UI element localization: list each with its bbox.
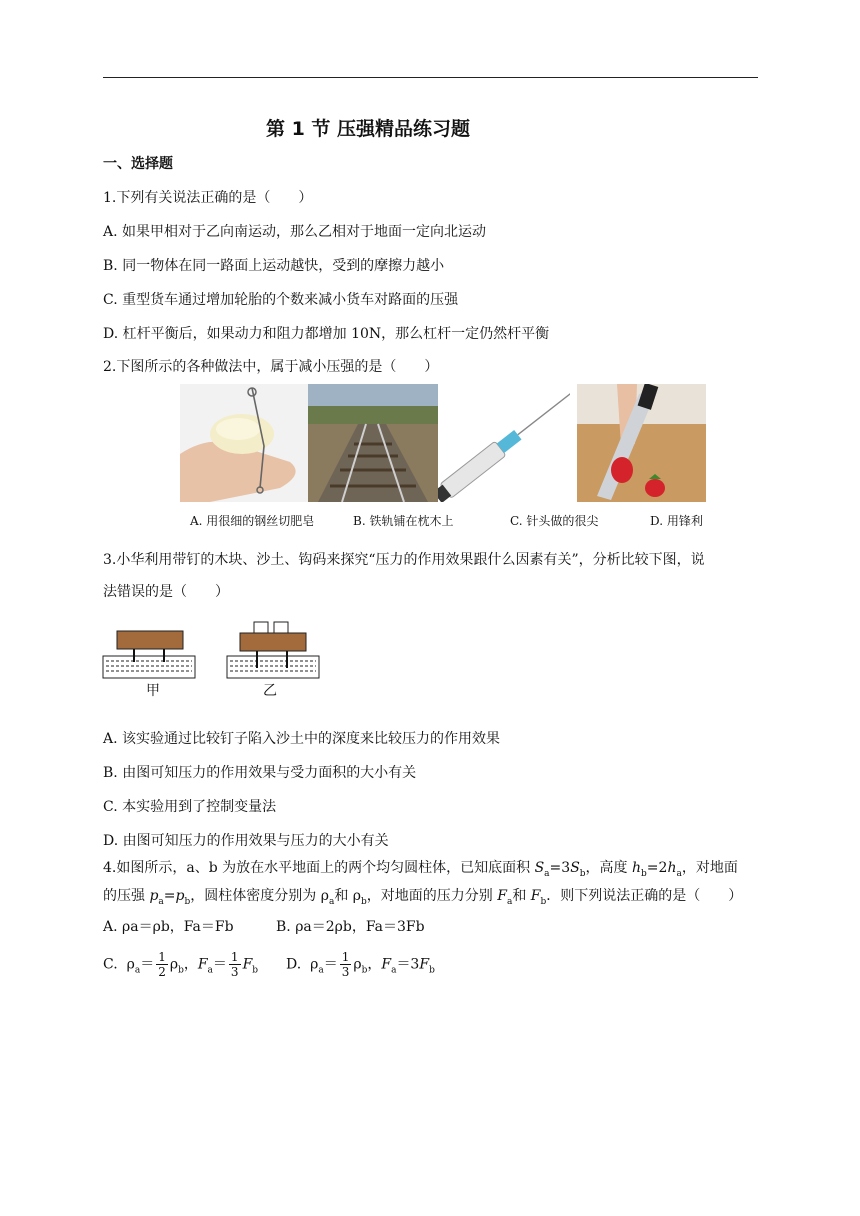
q3-stem-line1: 3.小华利用带钉的木块、沙土、钩码来探究“压力的作用效果跟什么因素有关”，分析比较下图，说: [103, 552, 705, 568]
q3-option-d: D. 由图可知压力的作用效果与压力的大小有关: [103, 833, 389, 849]
q2-caption-a: A. 用很细的钢丝切肥皂: [190, 514, 315, 528]
fraction-third: $\frac{1}{3}$: [230, 950, 239, 979]
section-heading: 一、选择题: [103, 156, 173, 172]
q1-option-b: B. 同一物体在同一路面上运动越快，受到的摩擦力越小: [103, 258, 445, 274]
q4-option-c: C. $\rho_a=$ $\frac{1}{2}$ $\rho_b$，$F_a=$ $\frac{1}{3}$ $F_b$: [103, 950, 259, 979]
q4-option-b: B. ρa＝2ρb，Fa＝3Fb: [276, 919, 425, 935]
soap-wire-photo: [180, 384, 308, 502]
q1-option-d: D. 杠杆平衡后，如果动力和阻力都增加 10N，那么杠杆一定仍然杆平衡: [103, 326, 550, 342]
syringe-photo: [438, 384, 570, 502]
fraction-third: $\frac{1}{3}$: [341, 950, 350, 979]
railway-photo: [308, 384, 438, 502]
q2-stem: 2.下图所示的各种做法中，属于减小压强的是（ ）: [103, 359, 439, 375]
q3-option-c: C. 本实验用到了控制变量法: [103, 799, 277, 815]
q2-caption-c: C. 针头做的很尖: [510, 514, 599, 528]
q4-option-a: A. ρa＝ρb，Fa＝Fb: [103, 919, 234, 935]
q1-option-a: A. 如果甲相对于乙向南运动，那么乙相对于地面一定向北运动: [103, 224, 487, 240]
q4-option-d: D. $\rho_a=$ $\frac{1}{3}$ $\rho_b$，$F_a=3F_b$: [286, 950, 435, 979]
knife-photo: [577, 384, 706, 502]
q4-stem-line2: 的压强 $p_a=p_b$，圆柱体密度分别为 $\rho_a$和 $\rho_b$，对地面的压力分别 $F_a$和 $F_b$．则下列说法正确的是（ ）: [103, 888, 743, 907]
q3-option-b: B. 由图可知压力的作用效果与受力面积的大小有关: [103, 765, 417, 781]
label-yi: 乙: [263, 683, 277, 699]
nail-block-diagram: [100, 620, 330, 700]
q4-stem-line1: 4.如图所示，a、b 为放在水平地面上的两个均匀圆柱体，已知底面积 $S_a=3S_b$，高度 $h_b=2h_a$，对地面: [103, 860, 738, 879]
page-title: 第 1 节 压强精品练习题: [265, 118, 471, 140]
q1-option-c: C. 重型货车通过增加轮胎的个数来减小货车对路面的压强: [103, 292, 459, 308]
header-rule: [103, 77, 758, 78]
q3-stem-line2: 法错误的是（ ）: [103, 584, 229, 600]
fraction-half: $\frac{1}{2}$: [158, 950, 166, 979]
q2-caption-b: B. 铁轨铺在枕木上: [353, 514, 454, 528]
label-jia: 甲: [146, 683, 160, 699]
q2-caption-d: D. 用锋利: [650, 514, 703, 528]
q1-stem: 1.下列有关说法正确的是（ ）: [103, 190, 313, 206]
q3-option-a: A. 该实验通过比较钉子陷入沙土中的深度来比较压力的作用效果: [103, 731, 501, 747]
